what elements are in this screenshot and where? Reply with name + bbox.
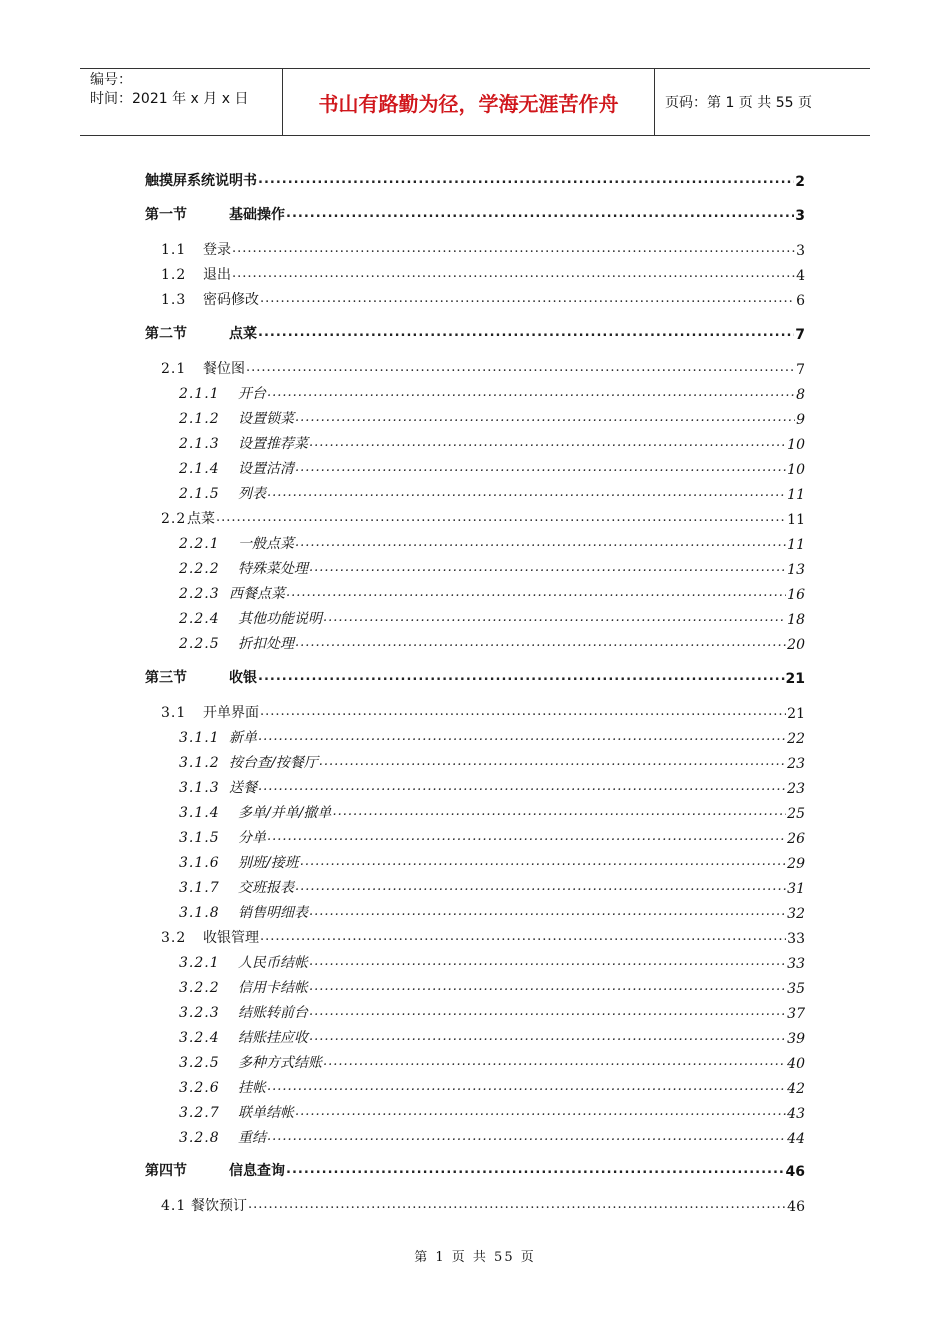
toc-num: 1.1 xyxy=(161,242,187,258)
toc-text: 其他功能说明 xyxy=(238,611,322,627)
toc-page: 33 xyxy=(787,956,805,972)
toc-page: 8 xyxy=(796,387,805,403)
toc-leader xyxy=(295,411,795,425)
toc-num: 2.2.4 xyxy=(179,611,220,627)
toc-entry-4-1[interactable] xyxy=(145,1193,805,1215)
toc-num: 2.1.3 xyxy=(179,436,220,452)
toc-page: 2 xyxy=(795,174,805,190)
toc-leader xyxy=(319,755,786,769)
toc-text: 折扣处理 xyxy=(238,636,294,652)
toc-leader xyxy=(267,1080,786,1094)
toc-leader xyxy=(246,361,795,375)
toc-leader xyxy=(323,611,786,625)
toc-entry-3-2-3[interactable] xyxy=(145,1000,805,1022)
toc-leader xyxy=(267,386,795,400)
toc-entry-3-2-7[interactable] xyxy=(145,1100,805,1122)
page-footer: 第 1 页 共 55 页 xyxy=(414,1250,536,1265)
toc-page: 10 xyxy=(787,462,805,478)
toc-num: 3.2.4 xyxy=(179,1030,220,1046)
toc-entry-3-1-2[interactable] xyxy=(145,750,805,772)
toc-text: 联单结帐 xyxy=(238,1105,294,1121)
toc-num: 2.2.1 xyxy=(179,536,220,552)
toc-page: 42 xyxy=(787,1081,805,1097)
toc-leader xyxy=(300,855,786,869)
toc-page: 21 xyxy=(785,671,805,687)
toc-num: 3.2.3 xyxy=(179,1005,220,1021)
toc-leader xyxy=(248,1198,786,1212)
toc-num: 1.2 xyxy=(161,267,187,283)
toc-leader xyxy=(323,1055,786,1069)
toc-page: 44 xyxy=(787,1131,805,1147)
toc-page: 46 xyxy=(787,1199,805,1215)
toc-entry-3-1-4[interactable] xyxy=(145,800,805,822)
toc-num: 2.1.4 xyxy=(179,461,220,477)
toc-entry-sec1[interactable] xyxy=(145,202,805,224)
toc-entry-sec2[interactable] xyxy=(145,321,805,343)
toc-entry-2-2[interactable] xyxy=(145,506,805,528)
toc-text: 人民币结帐 xyxy=(238,955,308,971)
toc-num: 3.2.7 xyxy=(179,1105,220,1121)
toc-leader xyxy=(309,980,786,994)
toc-num: 2.2 xyxy=(161,511,187,527)
toc-page: 33 xyxy=(787,931,805,947)
toc-text: 设置沽清 xyxy=(238,461,294,477)
toc-page: 31 xyxy=(787,881,805,897)
toc-text: 收银 xyxy=(229,670,257,686)
toc-page: 26 xyxy=(787,831,805,847)
toc-num: 3.1.6 xyxy=(179,855,220,871)
toc-entry-3-2[interactable] xyxy=(145,925,805,947)
toc-leader xyxy=(295,461,786,475)
toc-entry-2-2-3[interactable] xyxy=(145,581,805,603)
toc-text: 一般点菜 xyxy=(238,536,294,552)
toc-num: 第三节 xyxy=(145,670,187,686)
toc-entry-1-1[interactable] xyxy=(145,237,805,259)
toc-leader xyxy=(260,705,786,719)
toc-entry-3-2-5[interactable] xyxy=(145,1050,805,1072)
toc-num: 3.1.5 xyxy=(179,830,220,846)
toc-num: 第二节 xyxy=(145,326,187,342)
toc-text: 收银管理 xyxy=(203,930,259,946)
toc-leader xyxy=(295,880,786,894)
toc-entry-2-2-5[interactable] xyxy=(145,631,805,653)
toc-text: 多单/并单/撤单 xyxy=(238,805,332,821)
toc-text: 按台查/按餐厅 xyxy=(229,755,318,771)
toc-num: 3.1.7 xyxy=(179,880,220,896)
toc-page: 40 xyxy=(787,1056,805,1072)
toc-page: 29 xyxy=(787,856,805,872)
toc-num: 1.3 xyxy=(161,292,187,308)
toc-num: 第一节 xyxy=(145,207,187,223)
toc-entry-3-1-7[interactable] xyxy=(145,875,805,897)
toc-text: 销售明细表 xyxy=(238,905,308,921)
toc-page: 11 xyxy=(787,487,805,503)
toc-page: 3 xyxy=(795,208,805,224)
toc-text: 设置推荐菜 xyxy=(238,436,308,452)
toc-page: 7 xyxy=(796,362,805,378)
toc-leader xyxy=(309,1030,786,1044)
toc-entry-2-1[interactable] xyxy=(145,356,805,378)
toc-page: 39 xyxy=(787,1031,805,1047)
toc-text: 开单界面 xyxy=(203,705,259,721)
toc-entry-3-2-2[interactable] xyxy=(145,975,805,997)
toc-leader xyxy=(258,780,786,794)
toc-entry-3-1-8[interactable] xyxy=(145,900,805,922)
toc-leader xyxy=(267,1130,786,1144)
toc-num: 2.1.2 xyxy=(179,411,220,427)
toc-num: 3.2.6 xyxy=(179,1080,220,1096)
toc-text: 触摸屏系统说明书 xyxy=(145,170,257,190)
toc-entry-3-1-5[interactable] xyxy=(145,825,805,847)
toc-page: 9 xyxy=(796,412,805,428)
motto: 书山有路勤为径，学海无涯苦作舟 xyxy=(282,69,655,135)
toc-page: 23 xyxy=(787,781,805,797)
toc-num: 2.2.2 xyxy=(179,561,220,577)
toc-leader xyxy=(267,830,786,844)
toc-num: 3.2.2 xyxy=(179,980,220,996)
toc-text: 信息查询 xyxy=(229,1163,285,1179)
toc-leader xyxy=(309,905,786,919)
toc-leader xyxy=(332,805,786,819)
toc-leader xyxy=(216,511,786,525)
toc-page: 10 xyxy=(787,437,805,453)
toc-leader xyxy=(309,436,786,450)
toc-text: 新单 xyxy=(229,730,257,746)
toc-entry-sec4[interactable] xyxy=(145,1158,805,1180)
toc-text: 重结 xyxy=(238,1130,266,1146)
toc-num: 第四节 xyxy=(145,1163,187,1179)
toc-num: 2.2.3 xyxy=(179,586,220,602)
toc-page: 11 xyxy=(787,512,805,528)
toc-leader xyxy=(295,1105,786,1119)
toc-page: 20 xyxy=(787,637,805,653)
toc-entry-title[interactable] xyxy=(145,168,805,190)
toc-entry-2-2-4[interactable] xyxy=(145,606,805,628)
toc-num: 2.1.1 xyxy=(179,386,220,402)
toc-text: 点菜 xyxy=(229,326,257,342)
toc-num: 2.2.5 xyxy=(179,636,220,652)
toc-page: 13 xyxy=(787,562,805,578)
toc-page: 4 xyxy=(796,268,805,284)
toc-text: 密码修改 xyxy=(203,292,259,308)
toc-leader xyxy=(309,955,786,969)
toc-leader xyxy=(295,636,786,650)
toc-entry-3-1[interactable] xyxy=(145,700,805,722)
toc-entry-2-1-1[interactable] xyxy=(145,381,805,403)
time-label: 时间：2021 年 x 月 x 日 xyxy=(90,91,249,107)
toc-num: 3.2.1 xyxy=(179,955,220,971)
toc-text: 挂帐 xyxy=(238,1080,266,1096)
toc-entry-3-2-4[interactable] xyxy=(145,1025,805,1047)
toc-text: 结账转前台 xyxy=(238,1005,308,1021)
toc-entry-1-2[interactable] xyxy=(145,262,805,284)
toc-num: 3.2.5 xyxy=(179,1055,220,1071)
toc-entry-1-3[interactable] xyxy=(145,287,805,309)
toc-text: 开台 xyxy=(238,386,266,402)
toc-entry-2-2-2[interactable] xyxy=(145,556,805,578)
header-table xyxy=(80,68,870,136)
toc-text: 登录 xyxy=(203,242,231,258)
toc-entry-3-2-1[interactable] xyxy=(145,950,805,972)
toc-entry-2-1-2[interactable] xyxy=(145,406,805,428)
toc-page: 25 xyxy=(787,806,805,822)
toc-page: 22 xyxy=(787,731,805,747)
toc-text: 列表 xyxy=(238,486,266,502)
toc-text: 西餐点菜 xyxy=(229,586,285,602)
toc-text: 送餐 xyxy=(229,780,257,796)
toc-text: 餐位图 xyxy=(203,361,245,377)
toc-entry-3-1-6[interactable] xyxy=(145,850,805,872)
toc-page: 6 xyxy=(796,293,805,309)
toc-leader xyxy=(286,1163,785,1177)
toc-text: 设置锁菜 xyxy=(238,411,294,427)
toc-page: 11 xyxy=(787,537,805,553)
toc-leader xyxy=(258,730,786,744)
toc-text: 多种方式结账 xyxy=(238,1055,322,1071)
toc-page: 3 xyxy=(796,243,805,259)
toc-leader xyxy=(286,586,786,600)
toc-num: 3.1 xyxy=(161,705,187,721)
toc-page: 21 xyxy=(787,706,805,722)
toc-num: 3.2.8 xyxy=(179,1130,220,1146)
toc-num: 3.2 xyxy=(161,930,187,946)
toc-text: 交班报表 xyxy=(238,880,294,896)
toc-page: 23 xyxy=(787,756,805,772)
toc-entry-2-1-3[interactable] xyxy=(145,431,805,453)
toc-num: 3.1.3 xyxy=(179,780,220,796)
toc-leader xyxy=(260,930,786,944)
toc-num: 3.1.8 xyxy=(179,905,220,921)
toc-num: 3.1.4 xyxy=(179,805,220,821)
toc-entry-2-2-1[interactable] xyxy=(145,531,805,553)
toc-leader xyxy=(232,242,795,256)
toc-text: 信用卡结帐 xyxy=(238,980,308,996)
toc-text: 退出 xyxy=(203,267,231,283)
toc-leader xyxy=(258,173,794,187)
toc-entry-3-1-1[interactable] xyxy=(145,725,805,747)
toc-num: 3.1.2 xyxy=(179,755,220,771)
toc-num: 2.1.5 xyxy=(179,486,220,502)
toc-num: 3.1.1 xyxy=(179,730,220,746)
toc-leader xyxy=(258,326,794,340)
toc-text: 结账挂应收 xyxy=(238,1030,308,1046)
toc-text: 分单 xyxy=(238,830,266,846)
toc-text: 别班/接班 xyxy=(238,855,299,871)
toc-page: 32 xyxy=(787,906,805,922)
toc-entry-3-2-8[interactable] xyxy=(145,1125,805,1147)
number-label: 编号： xyxy=(90,72,132,88)
toc-page: 16 xyxy=(787,587,805,603)
toc-num: 2.1 xyxy=(161,361,187,377)
toc-num: 4.1 xyxy=(161,1198,187,1214)
toc-leader xyxy=(286,207,794,221)
toc-page: 46 xyxy=(785,1164,805,1180)
toc-page: 43 xyxy=(787,1106,805,1122)
toc-entry-sec3[interactable] xyxy=(145,665,805,687)
toc-leader xyxy=(232,267,795,281)
toc-leader xyxy=(309,1005,786,1019)
toc-leader xyxy=(260,292,795,306)
page-info: 页码：第 1 页 共 55 页 xyxy=(665,95,812,111)
header-left-cell xyxy=(80,69,282,135)
toc-page: 35 xyxy=(787,981,805,997)
toc-entry-3-2-6[interactable] xyxy=(145,1075,805,1097)
toc-text: 特殊菜处理 xyxy=(238,561,308,577)
toc-entry-2-1-4[interactable] xyxy=(145,456,805,478)
toc-text: 基础操作 xyxy=(229,207,285,223)
toc-entry-3-1-3[interactable] xyxy=(145,775,805,797)
toc-leader xyxy=(309,561,786,575)
toc-page: 37 xyxy=(787,1006,805,1022)
toc-leader xyxy=(267,486,786,500)
toc-text: 点菜 xyxy=(187,511,215,527)
toc-page: 7 xyxy=(795,327,805,343)
toc-leader xyxy=(258,670,785,684)
toc-entry-2-1-5[interactable] xyxy=(145,481,805,503)
toc-text: 餐饮预订 xyxy=(191,1198,247,1214)
toc-page: 18 xyxy=(787,612,805,628)
toc-leader xyxy=(295,536,786,550)
